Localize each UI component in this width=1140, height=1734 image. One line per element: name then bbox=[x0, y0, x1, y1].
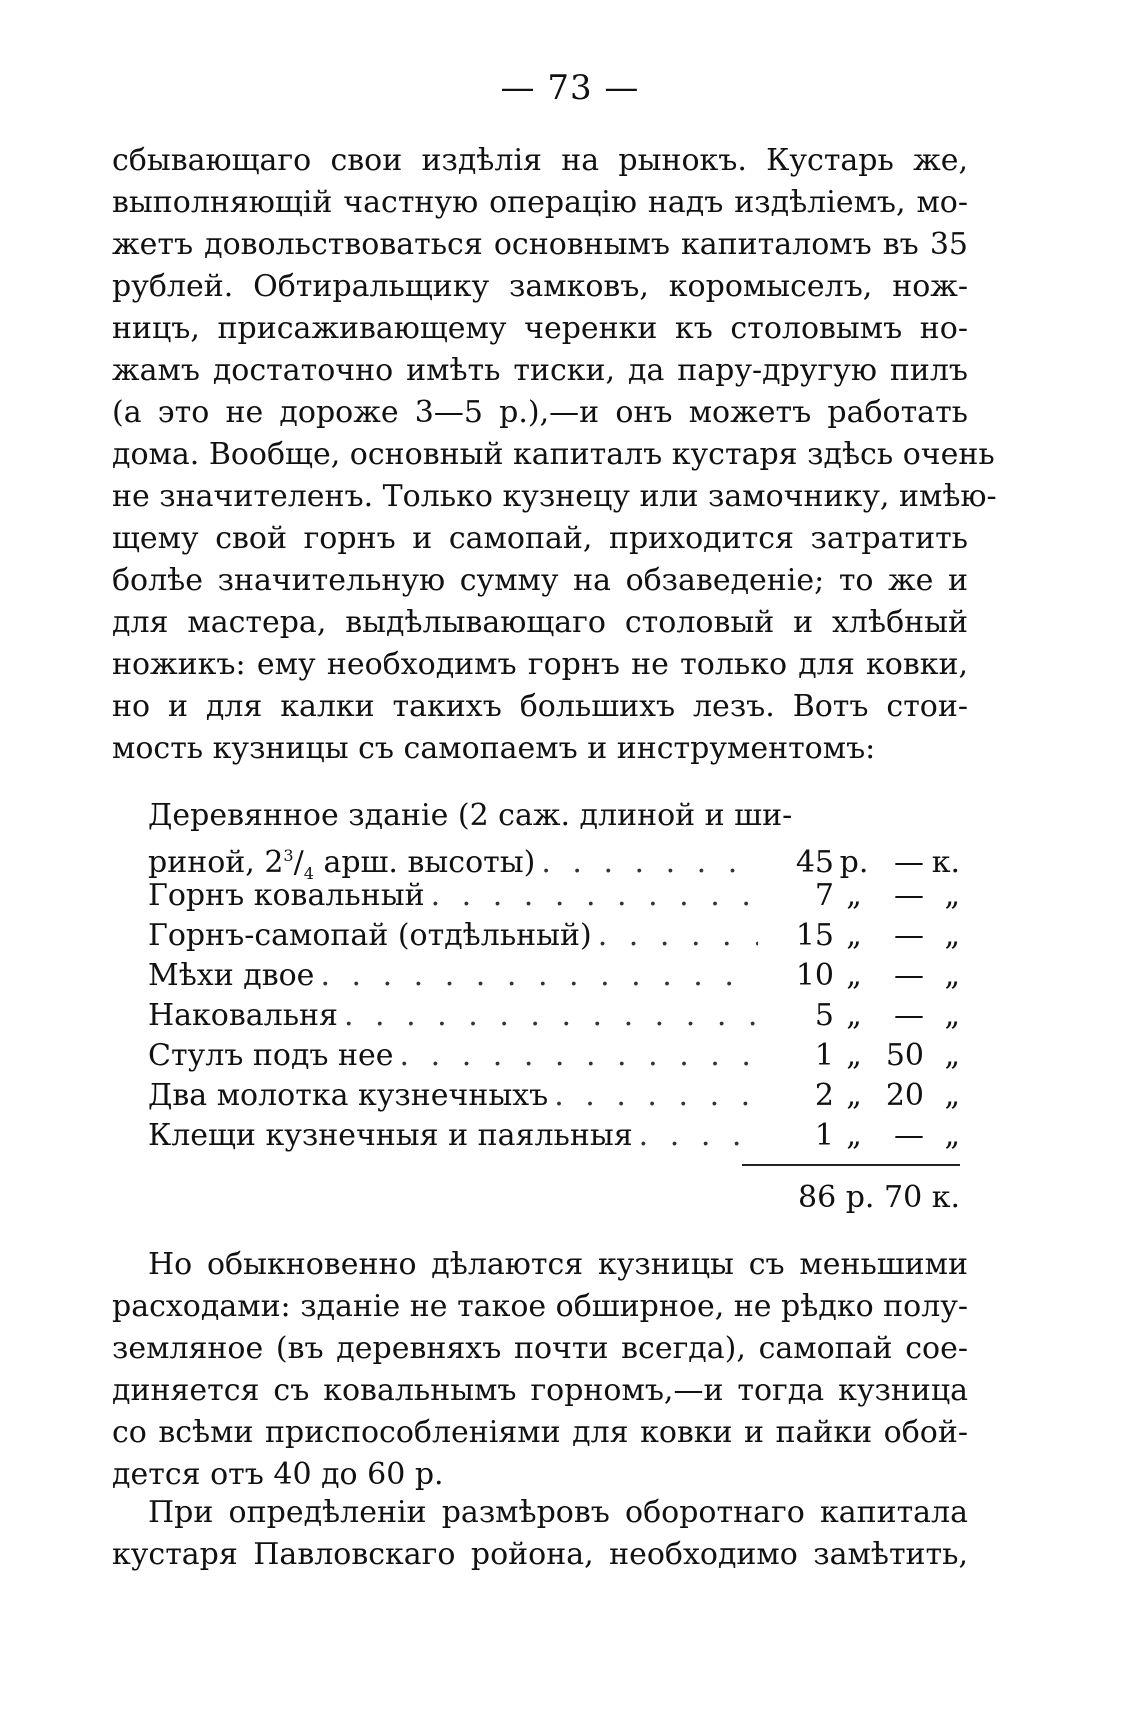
text-line: жетъ довольствоваться основнымъ капиталомъ въ 35 bbox=[112, 227, 968, 262]
text-line: дется отъ 40 до 60 р. bbox=[112, 1457, 444, 1492]
rubles: 5 bbox=[814, 998, 834, 1033]
rubles: 1 bbox=[814, 1118, 834, 1153]
kopecks-unit: „ bbox=[944, 958, 960, 993]
text-line: земляное (въ деревняхъ почти всегда), самопай сое- bbox=[112, 1331, 968, 1366]
text-line: При опредѣленіи размѣровъ оборотнаго капитала bbox=[148, 1495, 968, 1530]
rubles: 10 bbox=[795, 958, 834, 993]
text-line: дома. Вообще, основный капиталъ кустаря здѣсь очень bbox=[112, 437, 995, 472]
row-label: Стулъ подъ нее bbox=[148, 1038, 394, 1073]
leader-dots bbox=[598, 916, 758, 956]
text-line: расходами: зданіе не такое обширное, не рѣдко полу- bbox=[112, 1289, 969, 1324]
text-line: ножикъ: ему необходимъ горнъ не только для ковки, bbox=[112, 647, 968, 682]
row-label: Клещи кузнечныя и паяльныя bbox=[148, 1118, 633, 1153]
fraction-separator: / bbox=[293, 845, 304, 880]
fraction-numerator: 3 bbox=[283, 846, 294, 865]
leader-dots bbox=[554, 1076, 758, 1116]
rubles: 1 bbox=[814, 1038, 834, 1073]
paragraph-1 bbox=[112, 140, 997, 770]
cost-table bbox=[148, 796, 960, 1156]
kopecks: — bbox=[894, 845, 924, 880]
kopecks: — bbox=[894, 958, 924, 993]
table-row bbox=[148, 916, 960, 956]
sum-rule bbox=[742, 1164, 960, 1166]
rubles: 15 bbox=[795, 918, 834, 953]
table-row bbox=[148, 1036, 960, 1076]
rubles: 7 bbox=[814, 878, 834, 913]
kopecks-unit: „ bbox=[944, 1078, 960, 1113]
leader-dots bbox=[400, 1036, 758, 1076]
row-label: Два молотка кузнечныхъ bbox=[148, 1078, 549, 1113]
leader-dots bbox=[431, 876, 758, 916]
table-row bbox=[148, 996, 960, 1036]
text-line: болѣе значительную сумму на обзаведеніе; то же и bbox=[112, 563, 968, 598]
row-label: Наковальня bbox=[148, 998, 338, 1033]
text-line: со всѣми приспособленіями для ковки и пайки обой- bbox=[112, 1415, 968, 1450]
table-row bbox=[148, 876, 960, 916]
text-line: сбывающаго свои издѣлія на рынокъ. Кустарь же, bbox=[112, 143, 968, 178]
text-line: ницъ, присаживающему черенки къ столовымъ но- bbox=[112, 311, 968, 346]
kopecks-unit: „ bbox=[944, 1038, 960, 1073]
page-number: — 73 — bbox=[500, 68, 640, 108]
kopecks: 50 bbox=[885, 1038, 924, 1073]
leader-dots bbox=[344, 996, 758, 1036]
text-line: Но обыкновенно дѣлаются кузницы съ меньшими bbox=[148, 1247, 968, 1282]
row-label: Горнъ-самопай (отдѣльный) bbox=[148, 918, 592, 953]
text-line: щему свой горнъ и самопай, приходится затратить bbox=[112, 521, 968, 556]
table-header-line: Деревянное зданіе (2 саж. длиной и ши- bbox=[148, 798, 793, 833]
table-row bbox=[148, 836, 960, 883]
table-row bbox=[148, 956, 960, 996]
text-line: диняется съ ковальнымъ горномъ,—и тогда кузница bbox=[112, 1373, 968, 1408]
kopecks: 20 bbox=[885, 1078, 924, 1113]
kopecks-unit: „ bbox=[944, 998, 960, 1033]
table-row bbox=[148, 1116, 960, 1156]
rubles: 2 bbox=[814, 1078, 834, 1113]
rubles-unit: „ bbox=[846, 958, 862, 993]
row-label: Мѣхи двое bbox=[148, 958, 315, 993]
kopecks-unit: „ bbox=[944, 878, 960, 913]
rubles-unit: „ bbox=[846, 878, 862, 913]
kopecks: — bbox=[894, 918, 924, 953]
text-line: выполняющій частную операцію надъ издѣліемъ, мо- bbox=[112, 185, 968, 220]
text-line: не значителенъ. Только кузнецу или замочнику, имѣю- bbox=[112, 479, 997, 514]
rubles-unit: „ bbox=[846, 998, 862, 1033]
kopecks-unit: „ bbox=[944, 918, 960, 953]
paragraph-3 bbox=[112, 1492, 968, 1576]
kopecks: — bbox=[894, 878, 924, 913]
kopecks: — bbox=[894, 1118, 924, 1153]
text-line: мость кузницы съ самопаемъ и инструментомъ: bbox=[112, 731, 876, 766]
row-label-prefix: риной, 2 bbox=[148, 845, 284, 880]
text-line: (а это не дороже 3—5 р.),—и онъ можетъ работать bbox=[112, 395, 968, 430]
text-line: но и для калки такихъ большихъ лезъ. Вотъ стои- bbox=[112, 689, 968, 724]
text-line: жамъ достаточно имѣть тиски, да пару-другую пилъ bbox=[112, 353, 968, 388]
text-line: рублей. Обтиральщику замковъ, коромыселъ, нож- bbox=[112, 269, 968, 304]
row-label-suffix: арш. высоты) bbox=[313, 845, 536, 880]
table-total: 86 р. 70 к. bbox=[798, 1180, 960, 1215]
rubles: 45 bbox=[795, 845, 834, 880]
kopecks: — bbox=[894, 998, 924, 1033]
kopecks-unit: „ bbox=[944, 1118, 960, 1153]
leader-dots bbox=[320, 956, 758, 996]
paragraph-2 bbox=[112, 1244, 968, 1496]
row-label: Горнъ ковальный bbox=[148, 878, 425, 913]
kopecks-unit: к. bbox=[931, 845, 960, 880]
rubles-unit: „ bbox=[846, 1038, 862, 1073]
fraction-denominator: 4 bbox=[303, 864, 314, 883]
rubles-unit: „ bbox=[846, 918, 862, 953]
rubles-unit: р. bbox=[839, 845, 869, 880]
leader-dots bbox=[639, 1116, 758, 1156]
rubles-unit: „ bbox=[846, 1078, 862, 1113]
text-line: кустаря Павловскаго ройона, необходимо замѣтить, bbox=[112, 1537, 968, 1572]
table-row bbox=[148, 1076, 960, 1116]
text-line: для мастера, выдѣлывающаго столовый и хлѣбный bbox=[112, 605, 968, 640]
rubles-unit: „ bbox=[846, 1118, 862, 1153]
